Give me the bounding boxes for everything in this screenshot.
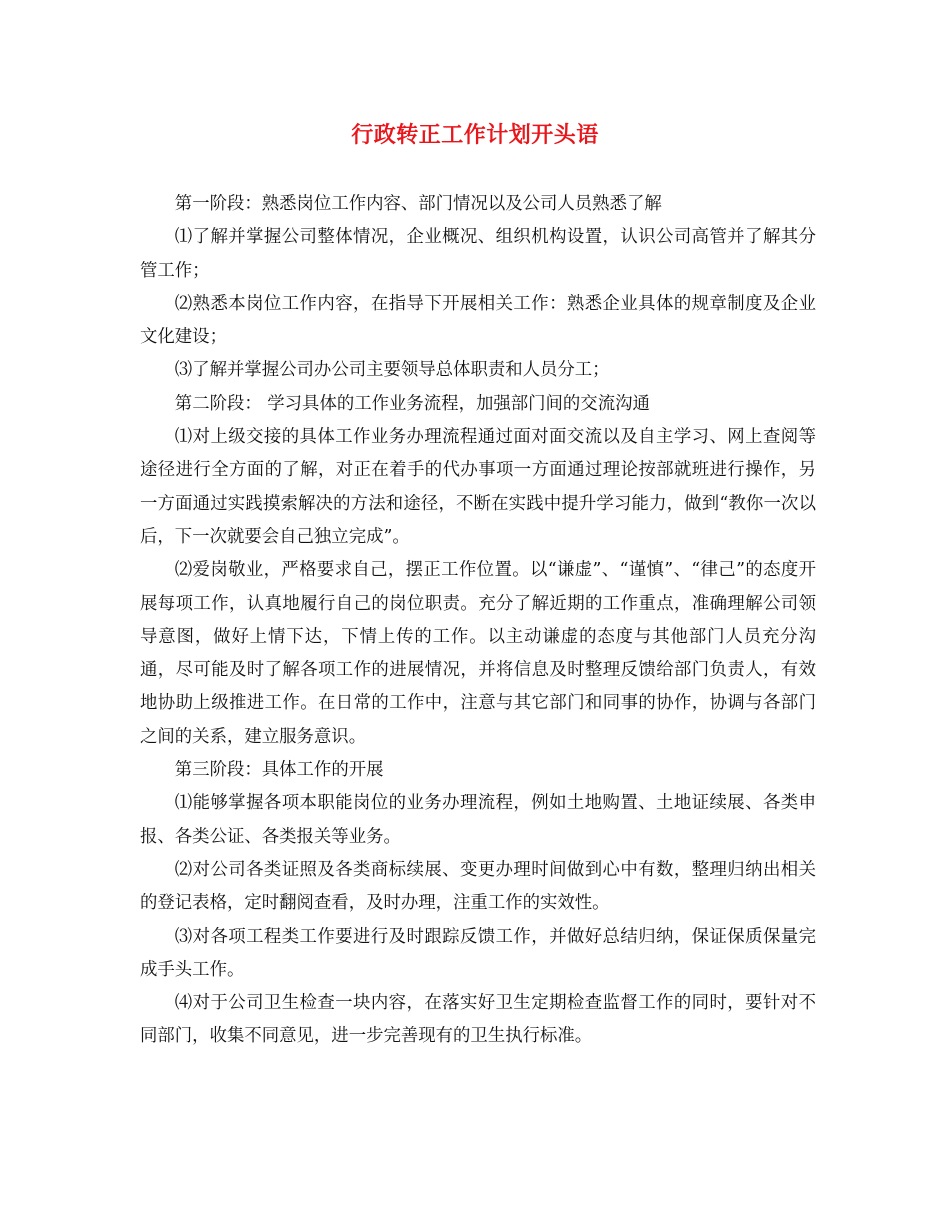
document-body (140, 188, 816, 1054)
section-heading-stage-1: 第一阶段：熟悉岗位工作内容、部门情况以及公司人员熟悉了解 (174, 194, 662, 214)
paragraph-stage-3-item-4: ⑷对于公司卫生检查一块内容，在落实好卫生定期检查监督工作的同时，要针对不同部门，收集不同意见，进一步完善现有的卫生执行标准。 (140, 993, 816, 1047)
paragraph-stage-2-item-1: ⑴对上级交接的具体工作业务办理流程通过面对面交流以及自主学习、网上查阅等途径进行全方面的了解，对正在着手的代办事项一方面通过理论按部就班进行操作，另一方面通过实践摸索解决的方法和途径，不断在实践中提升学习能力，做到“教你一次以后，下一次就要会自己独立完成”。 (140, 427, 816, 547)
paragraph-stage-2-item-2: ⑵爱岗敬业，严格要求自己，摆正工作位置。以“谦虚”、“谨慎”、“律己”的态度开展每项工作，认真地履行自己的岗位职责。充分了解近期的工作重点，准确理解公司领导意图，做好上情下达，下情上传的工作。以主动谦虚的态度与其他部门人员充分沟通，尽可能及时了解各项工作的进展情况，并将信息及时整理反馈给部门负责人，有效地协助上级推进工作。在日常的工作中，注意与其它部门和同事的协作，协调与各部门之间的关系，建立服务意识。 (140, 560, 816, 747)
section-heading-stage-3: 第三阶段：具体工作的开展 (174, 760, 384, 781)
paragraph-stage-1-item-2: ⑵熟悉本岗位工作内容，在指导下开展相关工作：熟悉企业具体的规章制度及企业文化建设； (140, 293, 816, 348)
paragraph-stage-1-item-1: ⑴了解并掌握公司整体情况，企业概况、组织机构设置，认识公司高管并了解其分管工作； (140, 227, 816, 281)
paragraph-stage-3-item-2: ⑵对公司各类证照及各类商标续展、变更办理时间做到心中有数，整理归纳出相关的登记表格，定时翻阅查看，及时办理，注重工作的实效性。 (140, 859, 816, 914)
paragraph-stage-3-item-3: ⑶对各项工程类工作要进行及时跟踪反馈工作，并做好总结归纳，保证保质保量完成手头工作。 (140, 926, 816, 980)
paragraph-stage-1-item-3: ⑶了解并掌握公司办公司主要领导总体职责和人员分工； (174, 360, 610, 381)
document-title: 行政转正工作计划开头语 (351, 122, 599, 148)
paragraph-stage-3-item-1: ⑴能够掌握各项本职能岗位的业务办理流程，例如土地购置、土地证续展、各类申报、各类公证、各类报关等业务。 (140, 793, 816, 847)
section-heading-stage-2: 第二阶段： 学习具体的工作业务流程，加强部门间的交流沟通 (174, 393, 650, 414)
